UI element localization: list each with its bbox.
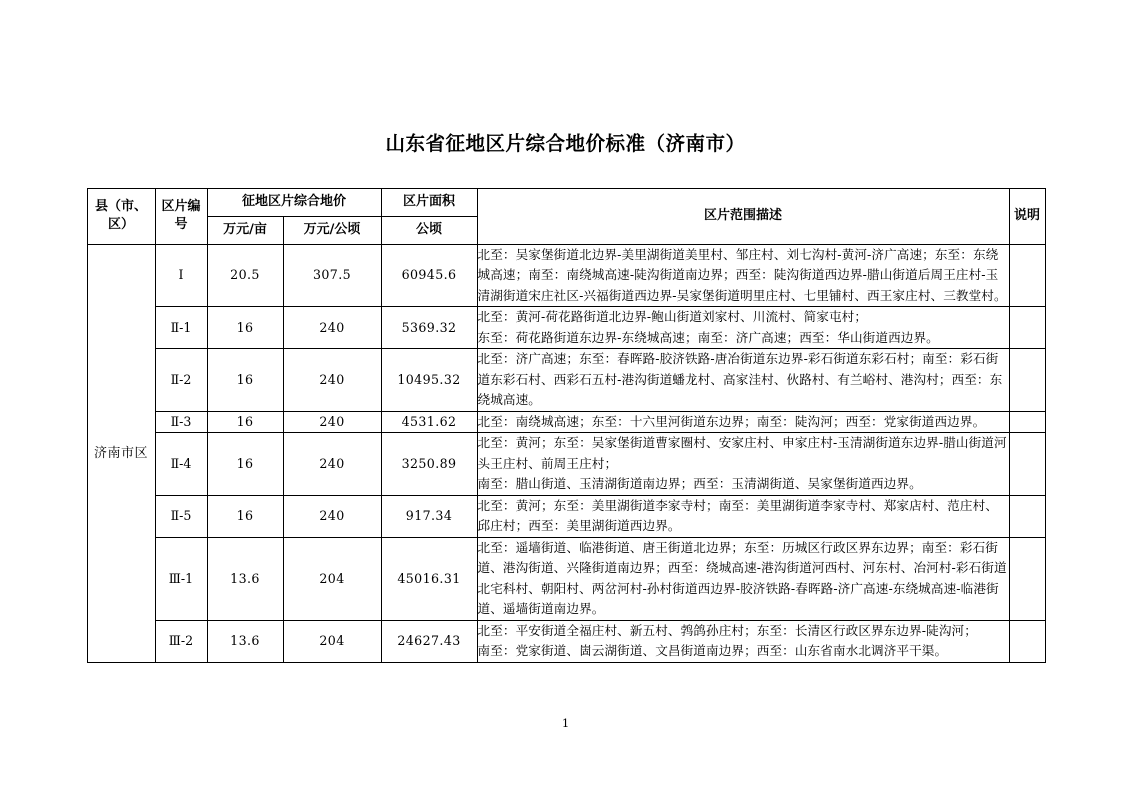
page-number: 1: [561, 716, 570, 730]
cell-note: [1009, 620, 1045, 662]
cell-description: 北至：平安街道全福庄村、新五村、鹁鸽孙庄村；东至：长清区行政区界东边界-陡沟河； 南至：党家街道、崮云湖街道、文昌街道南边界；西至：山东省南水北调济平干渠。: [477, 620, 1009, 662]
column-header-price-group: 征地区片综合地价: [207, 189, 381, 217]
cell-price_per_mu: 20.5: [207, 244, 283, 307]
cell-area: 917.34: [381, 495, 477, 537]
cell-zone_code: Ⅱ-3: [155, 411, 207, 433]
cell-description: 北至：黄河；东至：吴家堡街道曹家圈村、安家庄村、申家庄村-玉清湖街道东边界-腊山街道河头王庄村、前周王庄村； 南至：腊山街道、玉清湖街道南边界；西至：玉清湖街道、吴家堡街道西边界。: [477, 433, 1009, 496]
column-header-area-unit: 公顷: [381, 216, 477, 244]
land-price-table: [87, 188, 1046, 663]
cell-price_per_hectare: 204: [283, 620, 381, 662]
column-header-zone-code: 区片编号: [155, 189, 207, 245]
table-body: [87, 244, 1045, 662]
column-header-county: 县（市、区）: [87, 189, 155, 245]
cell-description: 北至：吴家堡街道北边界-美里湖街道美里村、邹庄村、刘七沟村-黄河-济广高速；东至：东绕城高速；南至：南绕城高速-陡沟街道南边界；西至：陡沟街道西边界-腊山街道后周王庄村-玉清湖街道宋庄社区-兴福街道西边界-吴家堡街道明里庄村、七里铺村、西王家庄村、三教堂村。: [477, 244, 1009, 307]
cell-note: [1009, 495, 1045, 537]
table-row: [87, 620, 1045, 662]
cell-description: 北至：济广高速；东至：春晖路-胶济铁路-唐冶街道东边界-彩石街道东彩石村；南至：彩石街道东彩石村、西彩石五村-港沟街道蟠龙村、高家洼村、伙路村、有兰峪村、港沟村；西至：东绕城高速。: [477, 349, 1009, 412]
cell-note: [1009, 433, 1045, 496]
column-header-area-group: 区片面积: [381, 189, 477, 217]
table-row: [87, 537, 1045, 620]
cell-note: [1009, 537, 1045, 620]
cell-note: [1009, 411, 1045, 433]
cell-zone_code: Ⅱ-1: [155, 307, 207, 349]
cell-area: 45016.31: [381, 537, 477, 620]
column-header-price-per-hectare: 万元/公顷: [283, 216, 381, 244]
region-cell: 济南市区: [87, 244, 155, 662]
column-header-description: 区片范围描述: [477, 189, 1009, 245]
cell-area: 60945.6: [381, 244, 477, 307]
column-header-price-per-mu: 万元/亩: [207, 216, 283, 244]
cell-price_per_mu: 16: [207, 411, 283, 433]
cell-price_per_hectare: 240: [283, 411, 381, 433]
cell-price_per_hectare: 240: [283, 495, 381, 537]
cell-price_per_mu: 16: [207, 307, 283, 349]
cell-zone_code: Ⅲ-2: [155, 620, 207, 662]
cell-description: 北至：遥墙街道、临港街道、唐王街道北边界；东至：历城区行政区界东边界；南至：彩石街道、港沟街道、兴隆街道南边界；西至：绕城高速-港沟街道河西村、河东村、冶河村-彩石街道北宅科村、朝阳村、两岔河村-孙村街道西边界-胶济铁路-春晖路-济广高速-东绕城高速-临港街道、遥墙街道南边界。: [477, 537, 1009, 620]
cell-description: 北至：黄河；东至：美里湖街道李家寺村；南至：美里湖街道李家寺村、郑家店村、范庄村、邱庄村；西至：美里湖街道西边界。: [477, 495, 1009, 537]
page-title: 山东省征地区片综合地价标准（济南市）: [385, 132, 746, 155]
cell-zone_code: Ⅰ: [155, 244, 207, 307]
table-row: [87, 433, 1045, 496]
cell-zone_code: Ⅲ-1: [155, 537, 207, 620]
cell-area: 4531.62: [381, 411, 477, 433]
cell-price_per_hectare: 307.5: [283, 244, 381, 307]
cell-price_per_hectare: 240: [283, 307, 381, 349]
cell-area: 3250.89: [381, 433, 477, 496]
cell-price_per_hectare: 204: [283, 537, 381, 620]
cell-description: 北至：黄河-荷花路街道北边界-鲍山街道刘家村、川流村、简家屯村； 东至：荷花路街道东边界-东绕城高速；南至：济广高速；西至：华山街道西边界。: [477, 307, 1009, 349]
cell-price_per_mu: 16: [207, 349, 283, 412]
table-row: [87, 495, 1045, 537]
table-row: [87, 307, 1045, 349]
cell-area: 24627.43: [381, 620, 477, 662]
cell-price_per_hectare: 240: [283, 433, 381, 496]
column-header-note: 说明: [1009, 189, 1045, 245]
cell-price_per_mu: 13.6: [207, 537, 283, 620]
cell-price_per_hectare: 240: [283, 349, 381, 412]
cell-zone_code: Ⅱ-2: [155, 349, 207, 412]
cell-price_per_mu: 13.6: [207, 620, 283, 662]
cell-note: [1009, 349, 1045, 412]
cell-area: 10495.32: [381, 349, 477, 412]
table-row: [87, 244, 1045, 307]
table-row: [87, 349, 1045, 412]
table-row: [87, 411, 1045, 433]
land-price-table-container: [87, 188, 1045, 663]
cell-zone_code: Ⅱ-4: [155, 433, 207, 496]
cell-price_per_mu: 16: [207, 495, 283, 537]
cell-zone_code: Ⅱ-5: [155, 495, 207, 537]
cell-note: [1009, 244, 1045, 307]
cell-price_per_mu: 16: [207, 433, 283, 496]
table-header: [87, 189, 1045, 245]
cell-description: 北至：南绕城高速；东至：十六里河街道东边界；南至：陡沟河；西至：党家街道西边界。: [477, 411, 1009, 433]
cell-area: 5369.32: [381, 307, 477, 349]
cell-note: [1009, 307, 1045, 349]
table-header-row-1: [87, 189, 1045, 217]
